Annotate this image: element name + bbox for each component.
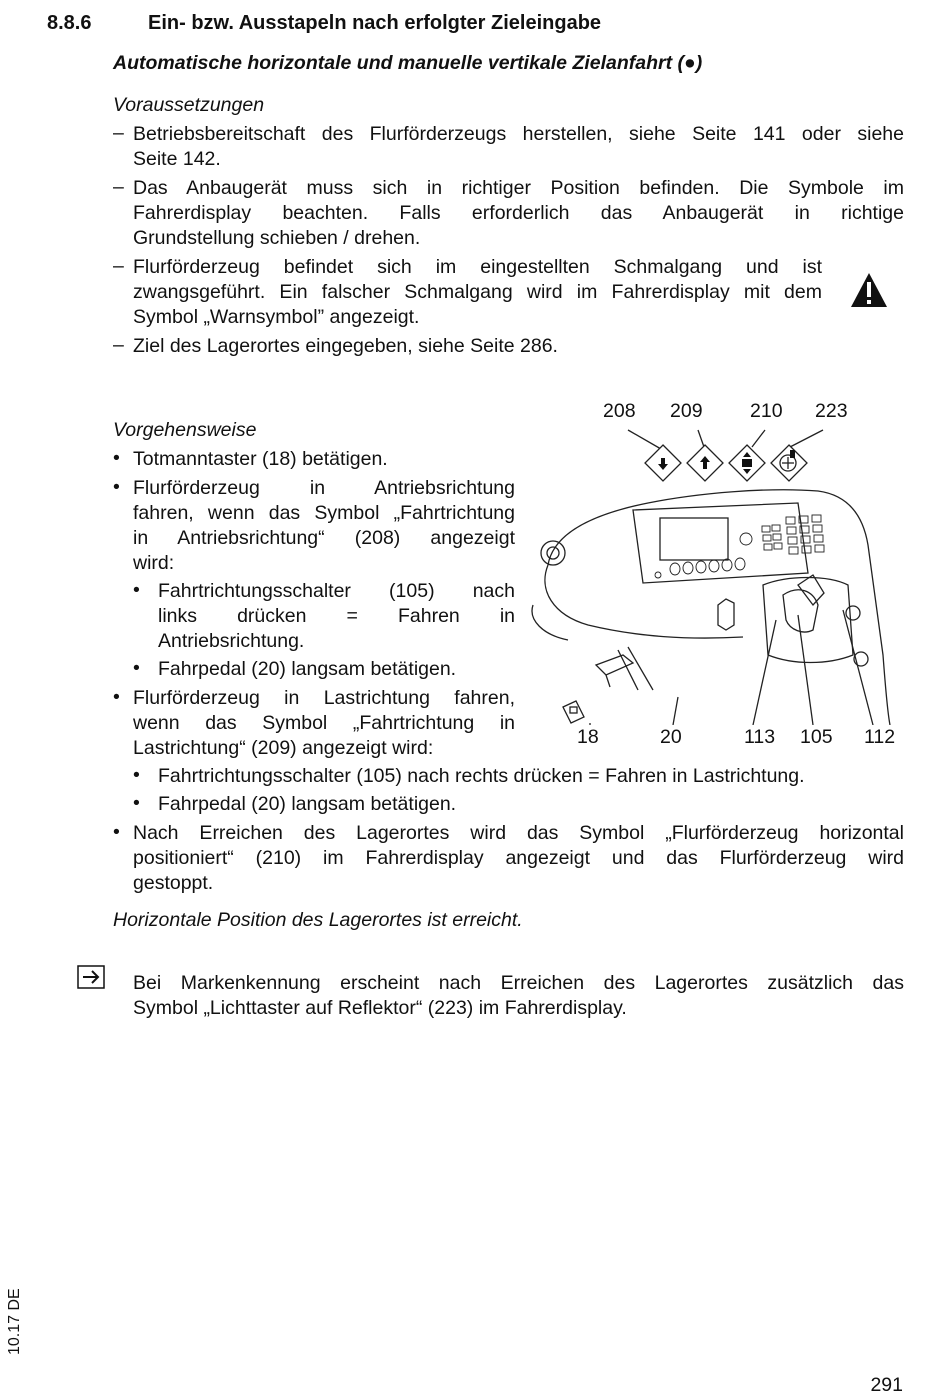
text-line: fahren, wenn das Symbol „Fahrtrichtung [133,502,515,524]
bullet-marker: • [113,686,120,708]
text-line: zwangsgeführt. Ein falscher Schmalgang wird im Fahrerdisplay mit dem [133,281,822,303]
procedure-substep [158,657,515,682]
symbol-223-icon [771,445,807,481]
text-line: Bei Markenkennung erscheint nach Erreichen des Lagerortes zusätzlich das [133,972,904,994]
callout-label: 20 [660,726,682,748]
bullet-marker: • [113,447,120,469]
prerequisite-item [133,122,904,172]
text-line: Fahrtrichtungsschalter (105) nach [158,580,515,602]
text-line: Flurförderzeug in Antriebsrichtung [133,477,515,499]
callout-label: 223 [815,400,848,422]
text-line: Flurförderzeug in Lastrichtung fahren, [133,687,515,709]
text-line: Fahrpedal (20) langsam betätigen. [158,793,457,815]
warning-icon [850,272,888,308]
dash-marker: – [113,334,124,356]
procedure-substep [158,579,515,654]
text-line: Nach Erreichen des Lagerortes wird das Symbol „Flurförderzeug horizontal [133,822,904,844]
text-line: wenn das Symbol „Fahrtrichtung in [133,712,515,734]
prerequisite-item [133,334,904,359]
arrow-note-icon [77,965,105,989]
text-line: Fahrerdisplay beachten. Falls erforderlich das Anbaugerät in richtige [133,202,904,224]
edition-label: 10.17 DE [6,1288,23,1355]
procedure-step [133,447,515,472]
text-line: Ziel des Lagerortes eingegeben, siehe Seite 286. [133,335,558,357]
page-number: 291 [870,1374,903,1396]
callout-label: 112 [864,726,896,748]
callout-label: 208 [603,400,636,422]
text-line: Totmanntaster (18) betätigen. [133,448,388,470]
callout-label: 210 [750,400,783,422]
prerequisites-heading: Voraussetzungen [113,94,265,116]
text-line: Symbol „Lichttaster auf Reflektor“ (223) im Fahrerdisplay. [133,997,627,1019]
bullet-marker: • [133,792,140,814]
text-line: Flurförderzeug befindet sich im eingestellten Schmalgang und ist [133,256,822,278]
text-line: Lastrichtung“ (209) angezeigt wird: [133,737,434,759]
text-line: Antriebsrichtung. [158,630,305,652]
text-line: wird: [133,552,175,574]
text-line: in Antriebsrichtung“ (208) angezeigt [133,527,515,549]
symbol-210-icon [729,445,765,481]
section-subtitle: Automatische horizontale und manuelle vertikale Zielanfahrt (●) [113,52,703,74]
text-line: Symbol „Warnsymbol” angezeigt. [133,306,420,328]
callout-label: 105 [800,726,833,748]
truck-control-panel-illustration [528,425,908,725]
procedure-step [133,476,515,576]
text-line: Grundstellung schieben / drehen. [133,227,421,249]
procedure-step [133,686,515,761]
procedure-heading: Vorgehensweise [113,419,257,441]
note-text [133,971,904,1021]
text-line: Fahrtrichtungsschalter (105) nach rechts drücken = Fahren in Lastrichtung. [158,765,805,787]
procedure-result: Horizontale Position des Lagerortes ist erreicht. [113,909,523,931]
dash-marker: – [113,176,124,198]
text-line: links drücken = Fahren in [158,605,515,627]
section-number: 8.8.6 [47,12,92,34]
bullet-marker: • [133,579,140,601]
text-line: Fahrpedal (20) langsam betätigen. [158,658,457,680]
prerequisite-item [133,176,904,251]
callout-label: 18 [577,726,599,748]
dash-marker: – [113,122,124,144]
procedure-substep [158,764,904,789]
symbol-208-icon [645,445,681,481]
bullet-marker: • [113,476,120,498]
dash-marker: – [113,255,124,277]
text-line: Das Anbaugerät muss sich in richtiger Position befinden. Die Symbole im [133,177,904,199]
text-line: Seite 142. [133,148,221,170]
text-line: positioniert“ (210) im Fahrerdisplay angezeigt und das Flurförderzeug wird [133,847,904,869]
bullet-marker: • [133,764,140,786]
procedure-substep [158,792,904,817]
symbol-209-icon [687,445,723,481]
procedure-step [133,821,904,896]
callout-label: 209 [670,400,703,422]
text-line: Betriebsbereitschaft des Flurförderzeugs herstellen, siehe Seite 141 oder siehe [133,123,904,145]
text-line: gestoppt. [133,872,214,894]
bullet-marker: • [113,821,120,843]
prerequisite-item [133,255,822,330]
callout-label: 113 [744,726,776,748]
section-title: Ein- bzw. Ausstapeln nach erfolgter Zieleingabe [148,12,602,34]
bullet-marker: • [133,657,140,679]
